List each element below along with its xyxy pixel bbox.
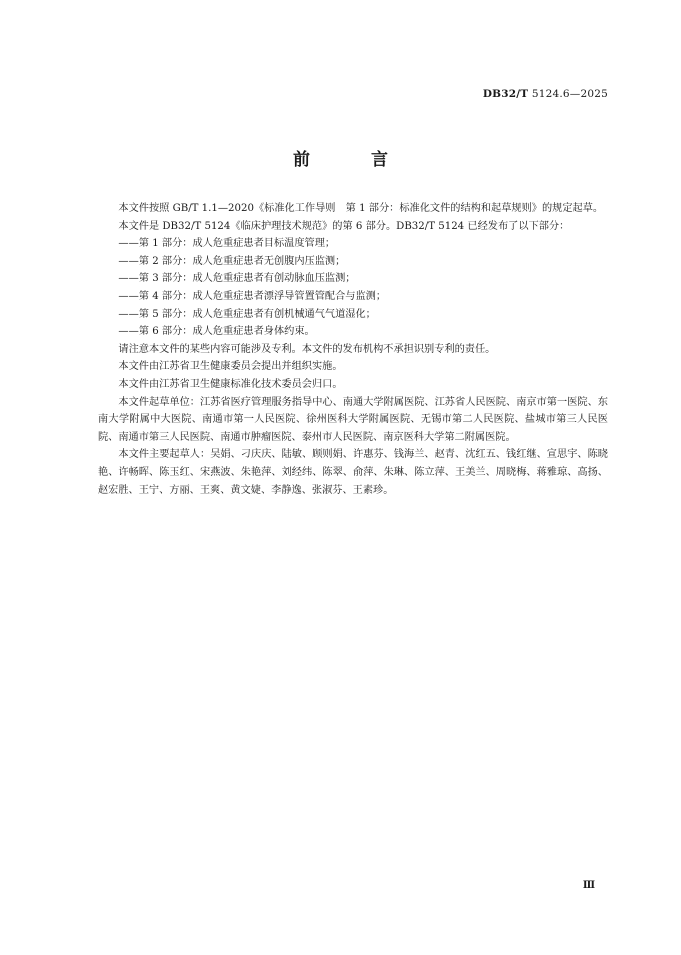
document-code	[483, 88, 608, 100]
list-item-part-5: ——第 5 部分：成人危重症患者有创机械通气气道湿化；	[118, 308, 376, 320]
paragraph-series-intro: 本文件是 DB32/T 5124《临床护理技术规范》的第 6 部分。DB32/T 5124 已经发布了以下部分：	[118, 220, 570, 232]
list-item-part-2: ——第 2 部分：成人危重症患者无创腹内压监测；	[118, 255, 346, 267]
page-title: 前 言	[293, 150, 410, 170]
list-item-part-1: ——第 1 部分：成人危重症患者目标温度管理；	[118, 238, 336, 250]
paragraph-drafting-units: 本文件起草单位：江苏省医疗管理服务指导中心、南通大学附属医院、江苏省人民医院、南京市第一医院、东南大学附属中大医院、南通市第一人民医院、徐州医科大学附属医院、无锡市第二人民医院、盐城市第三人民医院、南通市第三人民医院、南通市肿瘤医院、泰州市人民医院、南京医科大学第二附属医院。	[98, 396, 608, 443]
document-code-number: 5124.6—2025	[531, 88, 608, 100]
document-code-prefix: DB32/T	[482, 88, 529, 100]
list-item-part-4: ——第 4 部分：成人危重症患者漂浮导管置管配合与监测；	[118, 290, 387, 302]
list-item-part-6: ——第 6 部分：成人危重症患者身体约束。	[118, 326, 315, 338]
paragraph-administrator: 本文件由江苏省卫生健康标准化技术委员会归口。	[118, 378, 343, 390]
paragraph-drafters: 本文件主要起草人：吴娟、刁庆庆、陆敏、顾则娟、许惠芬、钱海兰、赵青、沈红五、钱红继、宣思宇、陈晓艳、许畅晖、陈玉红、宋燕波、朱艳萍、刘经纬、陈翠、俞萍、朱琳、陈立萍、王美兰、周晓梅、蒋雅琼、高扬、赵宏胜、王宁、方丽、王爽、黄文婕、李静逸、张淑芬、王素珍。	[98, 449, 608, 496]
paragraph-patent-notice: 请注意本文件的某些内容可能涉及专利。本文件的发布机构不承担识别专利的责任。	[118, 343, 496, 355]
preface-body	[98, 200, 608, 499]
list-item-part-3: ——第 3 部分：成人危重症患者有创动脉血压监测；	[118, 273, 356, 285]
paragraph-drafting-rules: 本文件按照 GB/T 1.1—2020《标准化工作导则 第 1 部分：标准化文件的结构和起草规则》的规定起草。	[118, 203, 604, 214]
page-number: Ⅲ	[582, 880, 595, 891]
paragraph-proposer: 本文件由江苏省卫生健康委员会提出并组织实施。	[118, 361, 343, 373]
